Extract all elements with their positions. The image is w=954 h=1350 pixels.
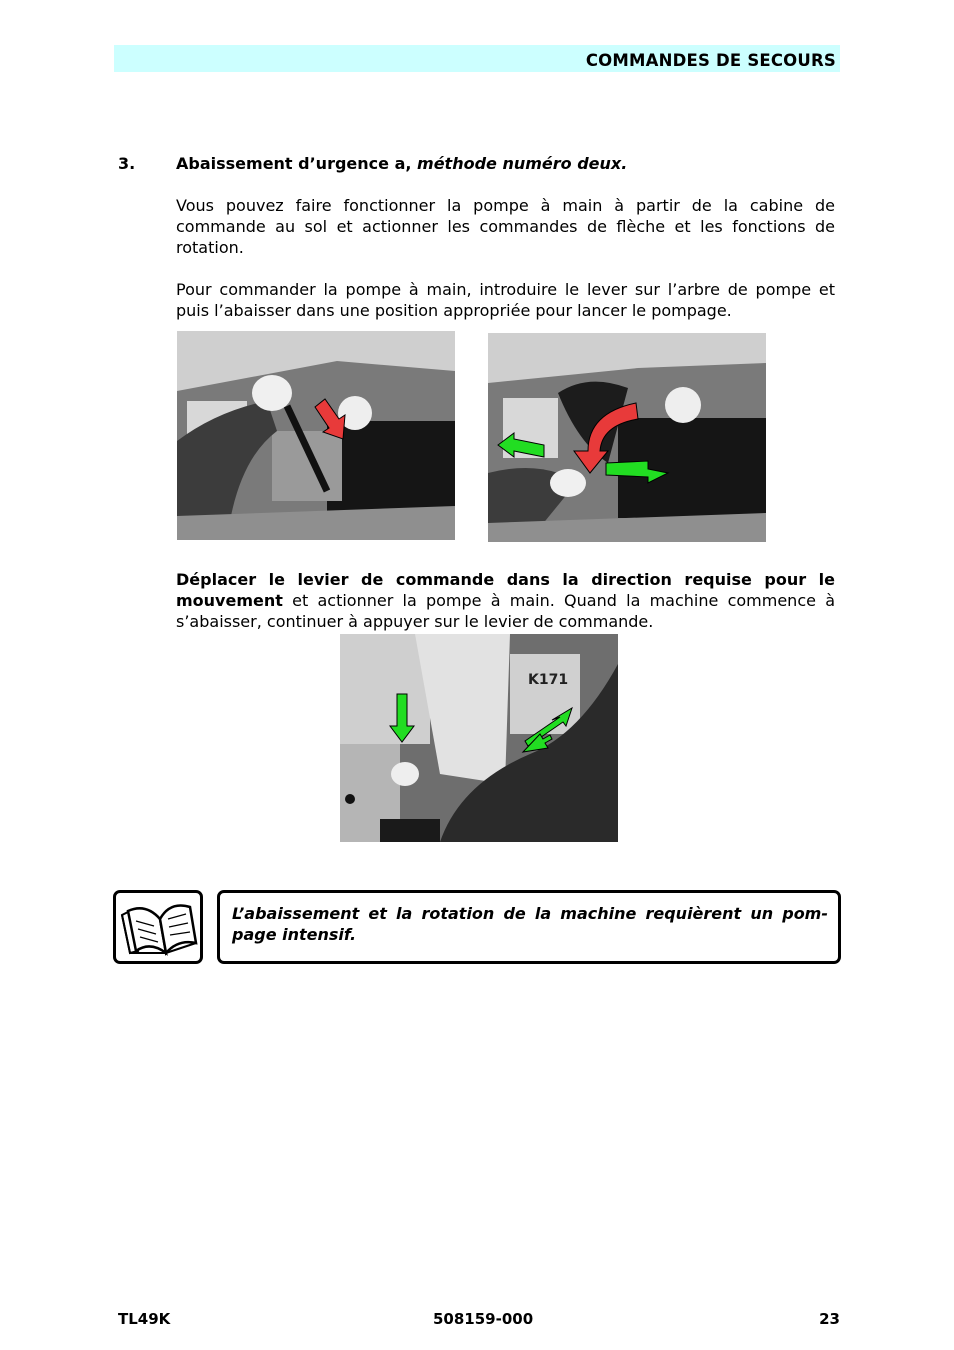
note-icon-box [113, 890, 203, 964]
photo-pump-lever-directions [488, 333, 766, 542]
note-box [217, 890, 841, 964]
footer-page-number: 23 [819, 1310, 840, 1328]
section-number: 3. [118, 154, 136, 173]
photo-control-lever [340, 634, 618, 842]
page-header-title: COMMANDES DE SECOURS [585, 51, 836, 70]
photo-pump-lever-insert [177, 331, 455, 540]
open-book-icon [116, 893, 200, 961]
paragraph-move-lever-rest: et actionner la pompe à main. Quand la machine commence à s’abaisser, continuer à appuyer sur le levier de commande. [176, 591, 835, 631]
section-title-main: Abaissement d’urgence a, [176, 154, 418, 173]
paragraph-pump: Pour commander la pompe à main, introduire le lever sur l’arbre de pompe et puis l’abaisser dans une position appropriée pour lancer le pompage. [176, 280, 835, 320]
paragraph-intro: Vous pouvez faire fonctionner la pompe à main à partir de la cabine de commande au sol et actionner les commandes de flèche et les fonctions de rotation. [176, 196, 835, 257]
paragraph-move-lever-bold: Déplacer le levier de commande dans la direction requise pour le mouvement [176, 570, 835, 610]
photo-label-k171: K171 [528, 672, 569, 688]
section-title [176, 154, 627, 173]
footer-model: TL49K [118, 1310, 171, 1328]
section-title-italic: méthode numéro deux. [417, 154, 628, 173]
note-text: L’abaissement et la rotation de la machine requièrent un pom-page intensif. [232, 904, 828, 944]
paragraph-move-lever [176, 569, 835, 632]
footer-doc-number: 508159-000 [433, 1310, 534, 1328]
